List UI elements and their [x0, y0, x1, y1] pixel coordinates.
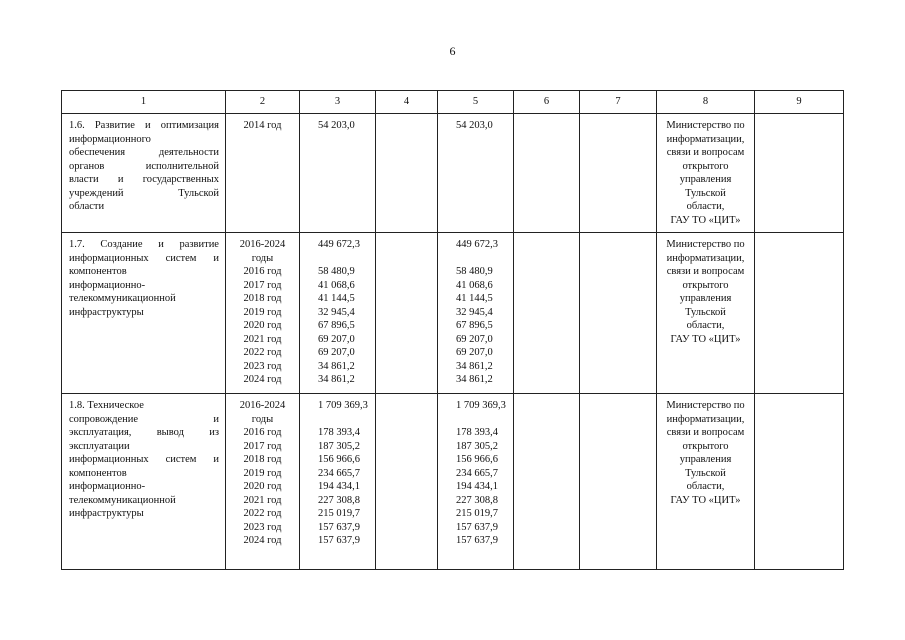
period-line: 2023 год — [243, 521, 282, 533]
empty-cell-col-7 — [580, 233, 657, 394]
period-line: 2016 год — [243, 266, 282, 277]
amount-value: 187 305,2 — [318, 440, 360, 452]
amount-value: 34 861,2 — [318, 374, 355, 385]
activity-name-line: информационно- — [69, 481, 146, 492]
responsible-cell — [657, 114, 755, 233]
amount-value: 156 966,6 — [456, 454, 498, 465]
activity-name-line: обеспечения деятельности — [69, 147, 219, 158]
responsible-line: информатизации, — [666, 413, 745, 425]
period-line: 2014 год — [243, 120, 282, 131]
period-line: 2020 год — [243, 481, 282, 492]
responsible-line: открытого — [682, 160, 729, 172]
responsible-line: Министерство по — [666, 400, 745, 411]
activity-name-cell — [62, 114, 226, 233]
period-line: 2021 год — [243, 494, 282, 506]
header-col-6: 6 — [514, 91, 580, 114]
activity-name-line: инфраструктуры — [69, 508, 144, 519]
header-col-4: 4 — [376, 91, 438, 114]
period-cell — [226, 233, 300, 394]
period-line: годы — [251, 252, 274, 264]
header-col-2: 2 — [226, 91, 300, 114]
responsible-line: открытого — [682, 279, 729, 291]
period-line: 2018 год — [243, 293, 282, 304]
amount-value: 194 434,1 — [318, 481, 360, 492]
amount-value: 34 861,2 — [456, 374, 493, 385]
amount-value — [318, 413, 375, 427]
empty-cell-col-7 — [580, 394, 657, 570]
amount-value: 41 144,5 — [318, 293, 355, 304]
responsible-line: Тульской — [685, 187, 726, 199]
period-line: 2017 год — [243, 440, 282, 452]
activity-name-line: учреждений Тульской — [69, 187, 219, 199]
amount-value: 215 019,7 — [318, 508, 360, 519]
period-line: 2020 год — [243, 320, 282, 331]
amount-value: 1 709 369,3 — [318, 400, 368, 411]
activity-name-line: эксплуатация, вывод из — [69, 427, 219, 438]
amount-value: 156 966,6 — [318, 454, 360, 465]
amount-value: 41 068,6 — [456, 279, 493, 291]
period-line: 2016-2024 — [239, 239, 286, 250]
responsible-line: ГАУ ТО «ЦИТ» — [670, 494, 741, 506]
amount-value: 69 207,0 — [456, 333, 493, 345]
empty-cell-col-4 — [376, 114, 438, 233]
responsible-cell — [657, 233, 755, 394]
activity-name-line: органов исполнительной — [69, 160, 219, 172]
amount-value — [318, 252, 375, 266]
amount-value: 157 637,9 — [456, 535, 498, 546]
activity-name-cell — [62, 233, 226, 394]
period-line: 2019 год — [243, 467, 282, 479]
amount-value: 69 207,0 — [456, 347, 493, 358]
period-line: 2018 год — [243, 454, 282, 465]
responsible-line: управления — [679, 454, 732, 465]
amount-value: 69 207,0 — [318, 347, 355, 358]
header-col-1: 1 — [62, 91, 226, 114]
responsible-line: Тульской — [685, 306, 726, 318]
period-line: 2017 год — [243, 279, 282, 291]
activity-name-line: сопровождение и — [69, 413, 219, 425]
header-col-5: 5 — [438, 91, 514, 114]
activity-name-line: телекоммуникационной — [69, 293, 176, 304]
activity-name-line: 1.7. Создание и развитие — [69, 239, 219, 250]
activity-name-line: инфраструктуры — [69, 306, 144, 318]
empty-cell-col-9 — [755, 114, 844, 233]
period-line: 2016 год — [243, 427, 282, 438]
activity-name-line: компонентов — [69, 266, 127, 277]
activity-name-line: эксплуатации — [69, 440, 130, 452]
amount-value: 54 203,0 — [456, 120, 493, 131]
activity-name-line: 1.6. Развитие и оптимизация — [69, 120, 219, 131]
amount-value: 449 672,3 — [456, 239, 498, 250]
responsible-line: связи и вопросам — [666, 147, 745, 158]
table-header-row — [62, 91, 844, 114]
header-col-9: 9 — [755, 91, 844, 114]
table-row — [62, 233, 844, 394]
period-line: 2024 год — [243, 374, 282, 385]
activity-name-line: информационных систем и — [69, 252, 219, 264]
responsible-line: ГАУ ТО «ЦИТ» — [670, 333, 741, 345]
period-line: 2016-2024 — [239, 400, 286, 411]
regional-budget-cell — [438, 114, 514, 233]
responsible-line: Министерство по — [666, 239, 745, 250]
amount-value: 69 207,0 — [318, 333, 355, 345]
empty-cell-col-9 — [755, 233, 844, 394]
period-line: 2024 год — [243, 535, 282, 546]
amount-value: 157 637,9 — [318, 521, 360, 533]
amount-value: 41 144,5 — [456, 293, 493, 304]
amount-value: 67 896,5 — [318, 320, 355, 331]
activity-name-line: 1.8. Техническое — [69, 400, 144, 411]
responsible-line: области, — [686, 320, 725, 331]
period-line: 2022 год — [243, 508, 282, 519]
page-number: 6 — [449, 44, 456, 58]
amount-value — [456, 413, 513, 427]
program-activities-table — [61, 90, 844, 570]
header-col-3: 3 — [300, 91, 376, 114]
amount-value: 449 672,3 — [318, 239, 360, 250]
responsible-line: управления — [679, 174, 732, 185]
activity-name-line: власти и государственных — [69, 174, 219, 185]
amount-value: 234 665,7 — [318, 467, 360, 479]
amount-value: 227 308,8 — [318, 494, 360, 506]
empty-cell-col-4 — [376, 233, 438, 394]
amount-value: 54 203,0 — [318, 120, 355, 131]
period-line: 2023 год — [243, 360, 282, 372]
regional-budget-cell — [438, 233, 514, 394]
responsible-line: области, — [686, 201, 725, 212]
period-line: 2019 год — [243, 306, 282, 318]
activity-name-line: информационных систем и — [69, 454, 219, 465]
responsible-line: Тульской — [685, 467, 726, 479]
amount-value: 178 393,4 — [456, 427, 498, 438]
total-amount-cell — [300, 394, 376, 570]
amount-value: 58 480,9 — [318, 266, 355, 277]
empty-cell-col-6 — [514, 394, 580, 570]
amount-value: 178 393,4 — [318, 427, 360, 438]
header-col-7: 7 — [580, 91, 657, 114]
amount-value: 34 861,2 — [456, 360, 493, 372]
responsible-line: связи и вопросам — [666, 427, 745, 438]
amount-value: 234 665,7 — [456, 467, 498, 479]
amount-value: 157 637,9 — [456, 521, 498, 533]
empty-cell-col-4 — [376, 394, 438, 570]
responsible-line: области, — [686, 481, 725, 492]
empty-cell-col-6 — [514, 114, 580, 233]
responsible-cell — [657, 394, 755, 570]
responsible-line: управления — [679, 293, 732, 304]
amount-value: 41 068,6 — [318, 279, 355, 291]
table-row — [62, 114, 844, 233]
amount-value: 215 019,7 — [456, 508, 498, 519]
activity-name-line: информационно- — [69, 279, 146, 291]
amount-value — [456, 252, 513, 266]
amount-value: 32 945,4 — [456, 306, 493, 318]
activity-name-line: области — [69, 201, 105, 212]
amount-value: 58 480,9 — [456, 266, 493, 277]
amount-value: 34 861,2 — [318, 360, 355, 372]
table-row — [62, 394, 844, 570]
period-line: 2022 год — [243, 347, 282, 358]
activity-name-line: информационного — [69, 133, 151, 145]
responsible-line: открытого — [682, 440, 729, 452]
amount-value: 67 896,5 — [456, 320, 493, 331]
amount-value: 157 637,9 — [318, 535, 360, 546]
amount-value: 187 305,2 — [456, 440, 498, 452]
total-amount-cell — [300, 114, 376, 233]
amount-value: 1 709 369,3 — [456, 400, 506, 411]
period-line: 2021 год — [243, 333, 282, 345]
activity-name-line: телекоммуникационной — [69, 494, 176, 506]
empty-cell-col-6 — [514, 233, 580, 394]
responsible-line: связи и вопросам — [666, 266, 745, 277]
amount-value: 227 308,8 — [456, 494, 498, 506]
responsible-line: информатизации, — [666, 133, 745, 145]
period-line: годы — [251, 413, 274, 425]
activity-name-cell — [62, 394, 226, 570]
regional-budget-cell — [438, 394, 514, 570]
period-cell — [226, 394, 300, 570]
responsible-line: Министерство по — [666, 120, 745, 131]
amount-value: 194 434,1 — [456, 481, 498, 492]
empty-cell-col-7 — [580, 114, 657, 233]
responsible-line: ГАУ ТО «ЦИТ» — [670, 214, 741, 226]
responsible-line: информатизации, — [666, 252, 745, 264]
total-amount-cell — [300, 233, 376, 394]
activity-name-line: компонентов — [69, 467, 127, 479]
amount-value: 32 945,4 — [318, 306, 355, 318]
empty-cell-col-9 — [755, 394, 844, 570]
header-col-8: 8 — [657, 91, 755, 114]
period-cell — [226, 114, 300, 233]
